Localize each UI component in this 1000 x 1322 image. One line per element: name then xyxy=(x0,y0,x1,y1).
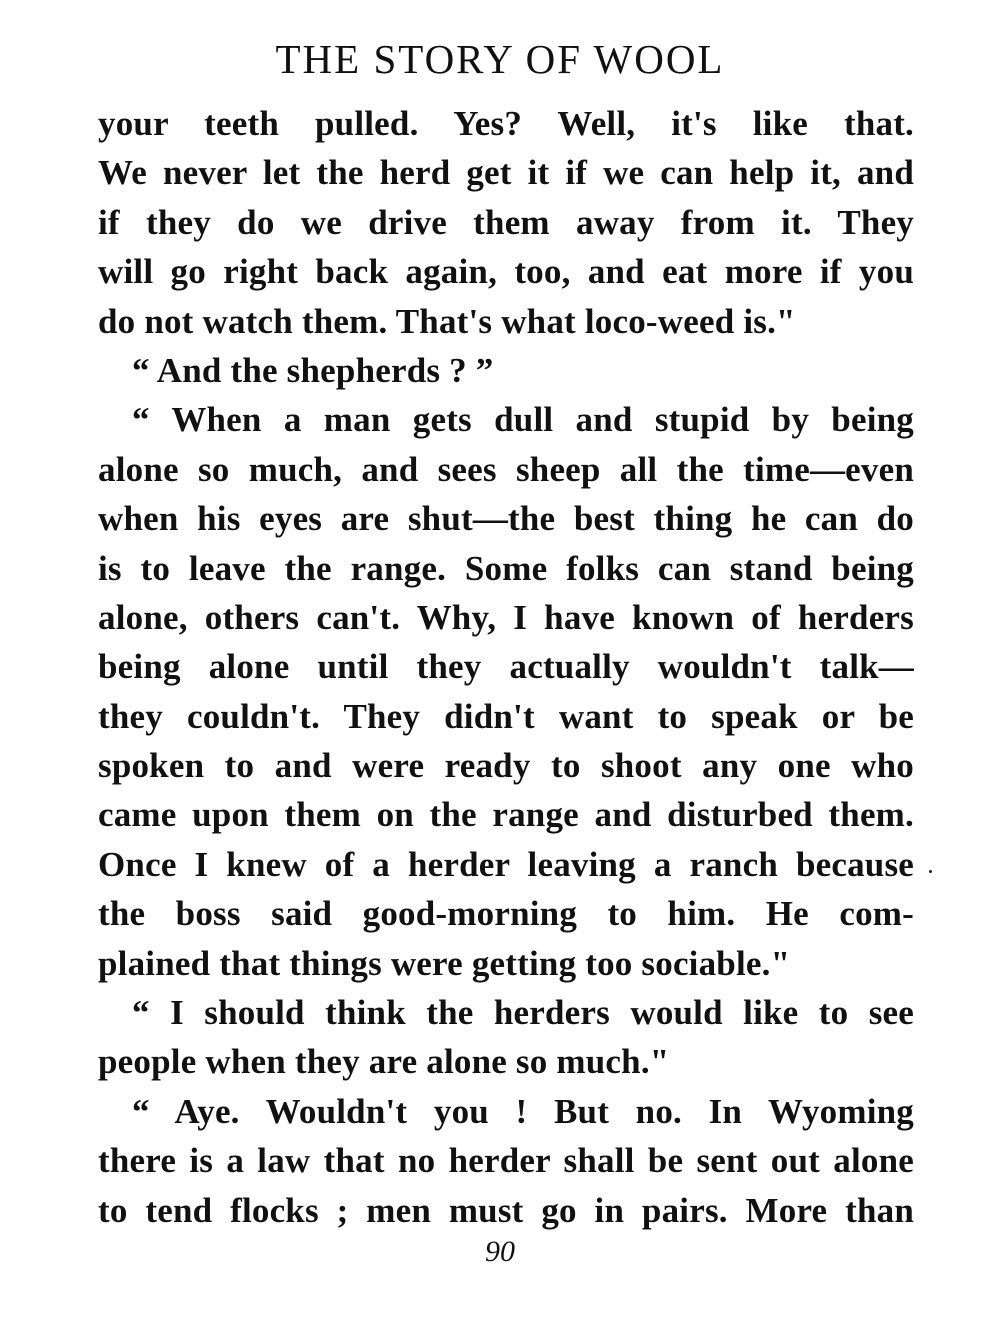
text-line: spoken to and were ready to shoot any one who xyxy=(98,746,914,786)
text-line: they couldn't. They didn't want to speak or be xyxy=(98,696,914,736)
text-line: “ I should think the herders would like to see xyxy=(132,993,914,1033)
text-line: “ And the shepherds ? ” xyxy=(132,350,494,390)
text-line: plained that things were getting too sociable." xyxy=(98,943,791,983)
text-line: people when they are alone so much." xyxy=(98,1042,670,1082)
text-line: your teeth pulled. Yes? Well, it's like that. xyxy=(98,104,914,143)
text-line: came upon them on the range and disturbed them. xyxy=(98,795,914,835)
body-text xyxy=(98,99,914,1235)
text-line: alone, others can't. Why, I have known of herders xyxy=(98,597,914,637)
text-line: being alone until they actually wouldn't talk— xyxy=(98,647,914,687)
text-line: if they do we drive them away from it. They xyxy=(98,202,914,242)
text-line: alone so much, and sees sheep all the time—even xyxy=(98,449,914,489)
text-line: is to leave the range. Some folks can stand being xyxy=(98,548,914,588)
text-line: the boss said good-morning to him. He com- xyxy=(98,894,914,934)
text-line: will go right back again, too, and eat more if you xyxy=(98,252,914,292)
text-line: “ Aye. Wouldn't you ! But no. In Wyoming xyxy=(132,1091,914,1131)
text-line: to tend flocks ; men must go in pairs. More than xyxy=(98,1190,914,1230)
text-line: there is a law that no herder shall be sent out alone xyxy=(98,1141,914,1181)
text-line: Once I knew of a herder leaving a ranch because xyxy=(98,844,914,884)
ink-speck xyxy=(929,870,932,873)
running-head: THE STORY OF WOOL xyxy=(275,36,725,82)
page-number: 90 xyxy=(485,1235,515,1268)
text-line: We never let the herd get it if we can help it, and xyxy=(98,153,914,193)
text-line: do not watch them. That's what loco-weed is." xyxy=(98,301,796,341)
text-line: when his eyes are shut—the best thing he can do xyxy=(98,499,914,539)
text-line: “ When a man gets dull and stupid by being xyxy=(132,400,914,440)
